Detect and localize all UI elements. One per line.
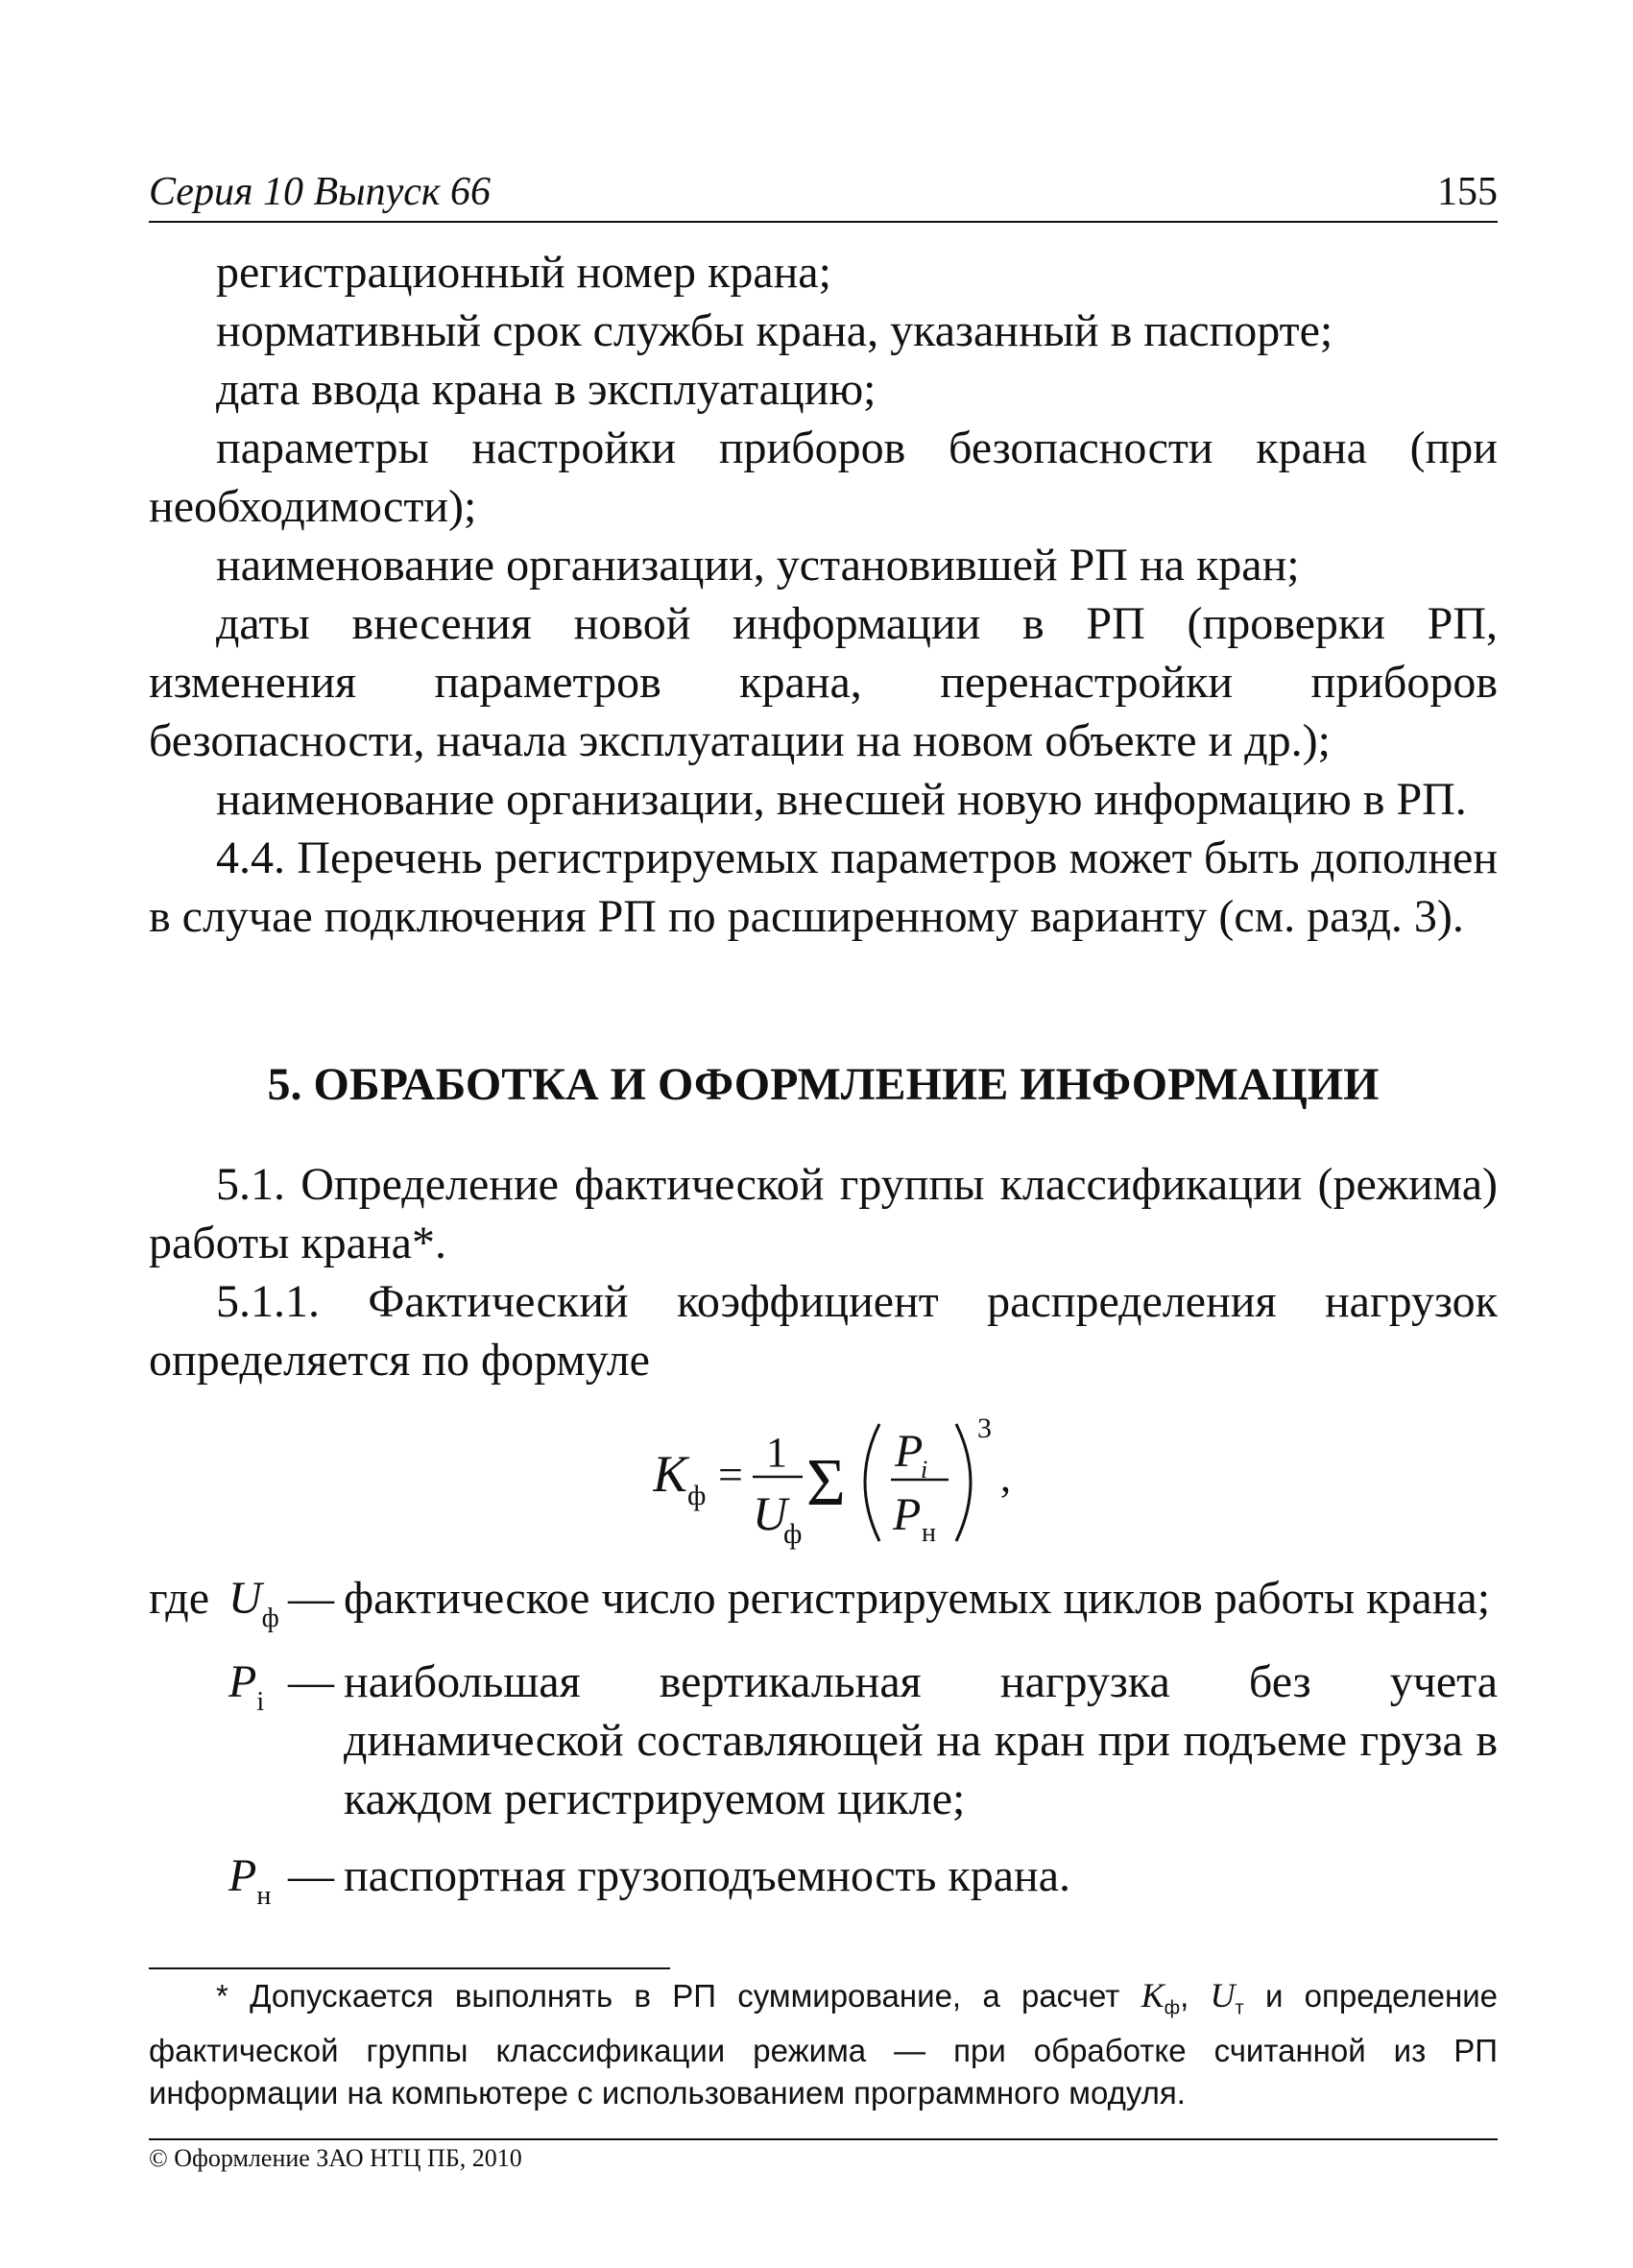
list-item: наименование организации, внесшей новую информацию в РП. [216, 774, 1467, 825]
definition-symbol: $U_ф$ [228, 1573, 279, 1633]
paragraph-4-4: 4.4. Перечень регистрируемых параметров может быть дополнен в случае подключения РП по расширенному варианту (см. разд. 3). [149, 832, 1498, 942]
running-header [149, 161, 1498, 223]
definition-dash: — [288, 1656, 334, 1707]
definition-row [149, 1846, 1498, 1912]
formula-numerator: 1 [766, 1429, 787, 1476]
definition-symbol: $P_i$ [228, 1656, 265, 1717]
definition-text: паспортная грузоподъемность крана. [344, 1850, 1071, 1901]
list-item: наименование организации, установившей РП на кран; [216, 540, 1300, 591]
formula-inner-den-sub: н [922, 1518, 936, 1548]
formula-inner-num-sub: i [921, 1456, 928, 1484]
definition-dash: — [288, 1850, 334, 1901]
paragraph-5-1-1: 5.1.1. Фактический коэффициент распределения нагрузок определяется по формуле [149, 1276, 1498, 1386]
formula-power: 3 [977, 1412, 992, 1444]
formula-denominator-sub: ф [783, 1518, 803, 1550]
formula-inner-num: P [895, 1426, 924, 1477]
list-block [149, 243, 1498, 946]
list-item: даты внесения новой информации в РП (проверки РП, изменения параметров крана, перенастройки приборов безопасности, начала эксплуатации на новом объекте и др.); [149, 598, 1498, 766]
formula-denominator: U [753, 1486, 788, 1540]
svg-text:=: = [718, 1450, 743, 1499]
formula-lhs: K [653, 1445, 688, 1503]
list-item: дата ввода крана в эксплуатацию; [216, 364, 877, 415]
list-item: регистрационный номер крана; [216, 247, 831, 298]
copyright: © Оформление ЗАО НТЦ ПБ, 2010 [149, 2144, 522, 2172]
footnote-divider [149, 1967, 670, 1969]
list-item: параметры настройки приборов безопасности крана (при необходимости); [149, 422, 1498, 532]
formula-lhs-sub: ф [687, 1480, 707, 1511]
formula [653, 1397, 1037, 1560]
section-body [149, 1155, 1498, 1389]
formula-close-paren [956, 1424, 971, 1541]
paragraph-5-1: 5.1. Определение фактической группы классификации (режима) работы крана*. [149, 1159, 1498, 1268]
footnote: * Допускается выполнять в РП суммирование, а расчет $K_ф$, $U_т$ и определение фактической группы классификации режима — при обработке считанной из РП информации на компьютере с использованием программного модуля. [149, 1976, 1499, 2111]
definition-row [149, 1569, 1498, 1634]
formula-open-paren [865, 1424, 879, 1541]
definition-text: фактическое число регистрируемых циклов работы крана; [344, 1573, 1491, 1624]
where-label: где [149, 1573, 210, 1624]
definition-text: наибольшая вертикальная нагрузка без учета динамической составляющей на кран при подъеме груза в каждом регистрируемом цикле; [344, 1656, 1498, 1824]
definitions [149, 1569, 1498, 1912]
section-heading: 5. ОБРАБОТКА И ОФОРМЛЕНИЕ ИНФОРМАЦИИ [267, 1059, 1380, 1110]
formula-inner-den: P [893, 1489, 922, 1540]
definition-dash: — [288, 1573, 334, 1624]
formula-sum: Σ [806, 1446, 846, 1520]
series-title: Серия 10 Выпуск 66 [149, 170, 491, 214]
definition-row [149, 1653, 1498, 1828]
formula-comma: , [1000, 1454, 1011, 1501]
footer-divider [149, 2138, 1498, 2140]
page-number: 155 [1437, 170, 1498, 214]
definition-symbol: $P_н$ [228, 1850, 272, 1911]
list-item: нормативный срок службы крана, указанный в паспорте; [216, 305, 1333, 356]
